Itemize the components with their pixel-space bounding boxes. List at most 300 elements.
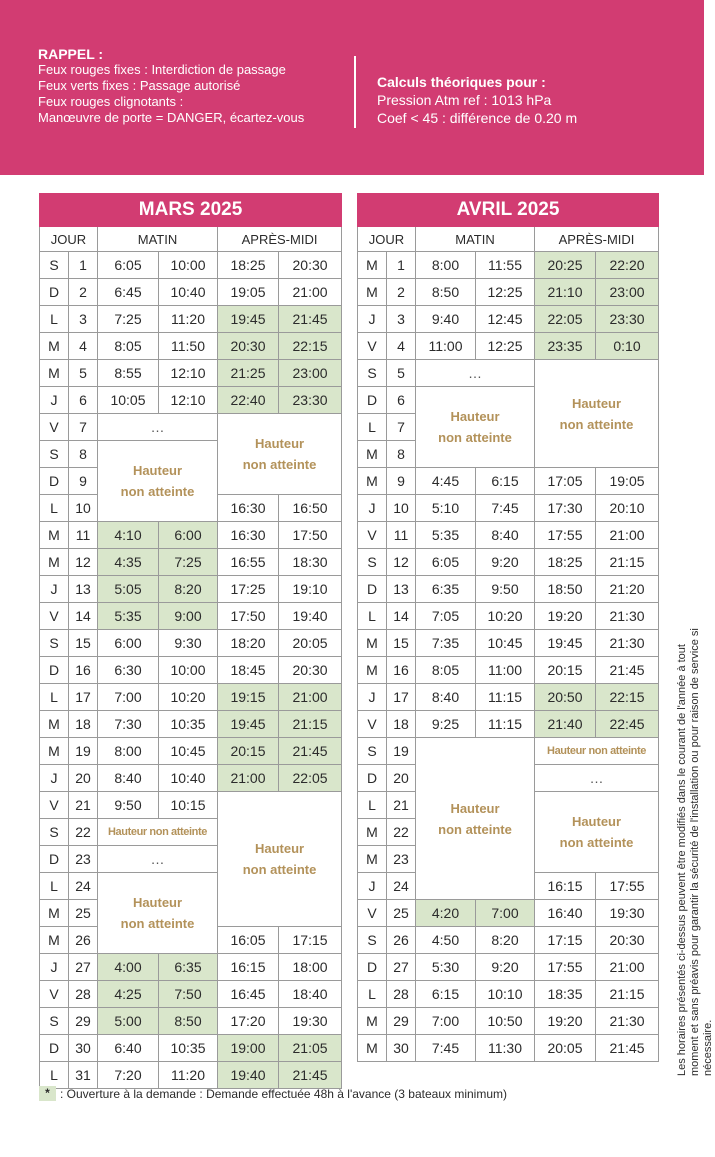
afternoon-time-cell: 16:05 <box>218 927 279 954</box>
day-cell: 25 <box>69 900 98 927</box>
header-row <box>358 227 659 252</box>
afternoon-time-cell: 19:20 <box>535 1008 596 1035</box>
afternoon-time-cell: 22:05 <box>535 306 596 333</box>
morning-time-cell: 11:00 <box>476 657 535 684</box>
day-cell: 21 <box>387 792 416 819</box>
col-header-jour: JOUR <box>40 227 98 252</box>
hauteur-line: non atteinte <box>242 862 317 877</box>
afternoon-time-cell: 16:15 <box>535 873 596 900</box>
afternoon-time-cell: 16:30 <box>218 522 279 549</box>
afternoon-time-cell: 21:00 <box>279 279 342 306</box>
afternoon-time-cell: 16:15 <box>218 954 279 981</box>
afternoon-time-cell: 19:45 <box>535 630 596 657</box>
weekday-cell: M <box>358 630 387 657</box>
morning-time-cell: 6:15 <box>476 468 535 495</box>
afternoon-time-cell: 21:00 <box>596 954 659 981</box>
morning-time-cell: 12:25 <box>476 333 535 360</box>
morning-time-cell: 9:20 <box>476 549 535 576</box>
morning-time-cell: 5:30 <box>416 954 476 981</box>
table-row <box>40 765 342 792</box>
hauteur-line: non atteinte <box>242 457 317 472</box>
weekday-cell: D <box>358 765 387 792</box>
afternoon-hauteur-cell <box>535 360 659 468</box>
afternoon-time-cell: 23:00 <box>279 360 342 387</box>
morning-time-cell: 5:05 <box>98 576 159 603</box>
weekday-cell: M <box>358 1008 387 1035</box>
rappel-block <box>38 46 304 126</box>
table-row <box>40 603 342 630</box>
weekday-cell: V <box>358 900 387 927</box>
morning-time-cell: 6:30 <box>98 657 159 684</box>
afternoon-time-cell: 23:35 <box>535 333 596 360</box>
day-cell: 14 <box>387 603 416 630</box>
table-row <box>40 360 342 387</box>
afternoon-time-cell: 20:05 <box>279 630 342 657</box>
weekday-cell: L <box>40 684 69 711</box>
weekday-cell: S <box>40 1008 69 1035</box>
afternoon-time-cell: 20:50 <box>535 684 596 711</box>
morning-dots-cell: … <box>416 360 535 387</box>
morning-time-cell: 12:25 <box>476 279 535 306</box>
day-cell: 14 <box>69 603 98 630</box>
day-cell: 1 <box>387 252 416 279</box>
table-row <box>358 279 659 306</box>
day-cell: 16 <box>69 657 98 684</box>
morning-time-cell: 10:50 <box>476 1008 535 1035</box>
afternoon-time-cell: 22:45 <box>596 711 659 738</box>
day-cell: 17 <box>69 684 98 711</box>
morning-time-cell: 6:05 <box>416 549 476 576</box>
table-row <box>358 927 659 954</box>
table-row <box>40 576 342 603</box>
morning-dots-cell: … <box>98 414 218 441</box>
afternoon-time-cell: 21:45 <box>279 738 342 765</box>
month-title: MARS 2025 <box>40 194 342 227</box>
afternoon-hauteur-cell <box>535 792 659 873</box>
morning-time-cell: 9:40 <box>416 306 476 333</box>
day-cell: 26 <box>387 927 416 954</box>
morning-time-cell: 9:30 <box>159 630 218 657</box>
morning-time-cell: 8:50 <box>416 279 476 306</box>
morning-time-cell: 7:45 <box>416 1035 476 1062</box>
hauteur-line: Hauteur <box>132 895 183 910</box>
day-cell: 29 <box>387 1008 416 1035</box>
afternoon-time-cell: 23:30 <box>596 306 659 333</box>
afternoon-time-cell: 20:30 <box>596 927 659 954</box>
hauteur-line: non atteinte <box>559 835 634 850</box>
weekday-cell: M <box>40 360 69 387</box>
afternoon-time-cell: 21:00 <box>596 522 659 549</box>
morning-time-cell: 7:45 <box>476 495 535 522</box>
afternoon-time-cell: 18:45 <box>218 657 279 684</box>
morning-time-cell: 9:20 <box>476 954 535 981</box>
table-row <box>40 981 342 1008</box>
table-row <box>358 738 659 765</box>
afternoon-time-cell: 19:30 <box>279 1008 342 1035</box>
table-row <box>358 468 659 495</box>
weekday-cell: V <box>358 522 387 549</box>
day-cell: 2 <box>69 279 98 306</box>
day-cell: 2 <box>387 279 416 306</box>
table-row <box>358 252 659 279</box>
col-header-matin: MATIN <box>416 227 535 252</box>
weekday-cell: V <box>40 981 69 1008</box>
calc-line: Coef < 45 : différence de 0.20 m <box>377 110 578 126</box>
title-row <box>358 194 659 227</box>
weekday-cell: L <box>358 981 387 1008</box>
morning-time-cell: 8:40 <box>416 684 476 711</box>
day-cell: 27 <box>69 954 98 981</box>
weekday-cell: D <box>358 387 387 414</box>
morning-time-cell: 9:00 <box>159 603 218 630</box>
afternoon-time-cell: 20:30 <box>279 657 342 684</box>
table-row <box>358 1035 659 1062</box>
green-swatch: * <box>39 1086 56 1101</box>
morning-time-cell: 10:45 <box>476 630 535 657</box>
morning-dots-cell: … <box>98 846 218 873</box>
day-cell: 25 <box>387 900 416 927</box>
morning-time-cell: 7:50 <box>159 981 218 1008</box>
morning-time-cell: 11:00 <box>416 333 476 360</box>
day-cell: 6 <box>69 387 98 414</box>
calc-title: Calculs théoriques pour : <box>377 74 546 90</box>
morning-time-cell: 6:35 <box>416 576 476 603</box>
afternoon-time-cell: 21:40 <box>535 711 596 738</box>
day-cell: 11 <box>69 522 98 549</box>
weekday-cell: V <box>358 333 387 360</box>
rappel-line: Feux verts fixes : Passage autorisé <box>38 78 241 93</box>
mars-table <box>39 193 342 1089</box>
avril-table <box>357 193 659 1062</box>
afternoon-time-cell: 18:25 <box>218 252 279 279</box>
afternoon-time-cell: 21:05 <box>279 1035 342 1062</box>
weekday-cell: D <box>358 954 387 981</box>
weekday-cell: M <box>358 657 387 684</box>
day-cell: 31 <box>69 1062 98 1089</box>
day-cell: 7 <box>387 414 416 441</box>
day-cell: 18 <box>69 711 98 738</box>
afternoon-time-cell: 21:30 <box>596 603 659 630</box>
day-cell: 10 <box>69 495 98 522</box>
afternoon-time-cell: 19:05 <box>596 468 659 495</box>
weekday-cell: S <box>358 927 387 954</box>
weekday-cell: D <box>40 846 69 873</box>
afternoon-time-cell: 19:45 <box>218 306 279 333</box>
afternoon-time-cell: 22:15 <box>596 684 659 711</box>
morning-time-cell: 10:45 <box>159 738 218 765</box>
morning-time-cell: 8:00 <box>416 252 476 279</box>
day-cell: 1 <box>69 252 98 279</box>
morning-time-cell: 10:20 <box>159 684 218 711</box>
day-cell: 13 <box>69 576 98 603</box>
afternoon-time-cell: 21:45 <box>279 306 342 333</box>
table-row <box>358 306 659 333</box>
weekday-cell: L <box>358 603 387 630</box>
title-row <box>40 194 342 227</box>
weekday-cell: M <box>358 252 387 279</box>
day-cell: 20 <box>69 765 98 792</box>
day-cell: 28 <box>69 981 98 1008</box>
table-row <box>40 549 342 576</box>
day-cell: 7 <box>69 414 98 441</box>
hauteur-line: non atteinte <box>120 916 195 931</box>
day-cell: 4 <box>69 333 98 360</box>
table-row <box>358 360 659 387</box>
day-cell: 11 <box>387 522 416 549</box>
weekday-cell: L <box>358 792 387 819</box>
weekday-cell: L <box>40 495 69 522</box>
morning-time-cell: 6:35 <box>159 954 218 981</box>
day-cell: 9 <box>69 468 98 495</box>
afternoon-time-cell: 20:15 <box>535 657 596 684</box>
day-cell: 12 <box>69 549 98 576</box>
morning-time-cell: 11:50 <box>159 333 218 360</box>
table-row <box>40 522 342 549</box>
day-cell: 8 <box>69 441 98 468</box>
morning-hauteur-cell <box>416 387 535 468</box>
day-cell: 27 <box>387 954 416 981</box>
weekday-cell: J <box>40 387 69 414</box>
rappel-line: Feux rouges clignotants : <box>38 94 184 109</box>
day-cell: 22 <box>387 819 416 846</box>
morning-time-cell: 7:00 <box>476 900 535 927</box>
hauteur-line: non atteinte <box>438 821 512 837</box>
day-cell: 19 <box>69 738 98 765</box>
morning-time-cell: 7:25 <box>98 306 159 333</box>
afternoon-time-cell: 21:15 <box>279 711 342 738</box>
hauteur-line: Hauteur <box>254 436 305 451</box>
col-header-jour: JOUR <box>358 227 416 252</box>
rappel-line: Manœuvre de porte = DANGER, écartez-vous <box>38 110 305 125</box>
morning-time-cell: 6:00 <box>98 630 159 657</box>
table-row <box>40 333 342 360</box>
footnote-text: : Ouverture à la demande : Demande effectuée 48h à l'avance (3 bateaux minimum) <box>60 1086 507 1101</box>
table-row <box>40 630 342 657</box>
morning-time-cell: 6:05 <box>98 252 159 279</box>
morning-time-cell: 7:25 <box>159 549 218 576</box>
morning-time-cell: 10:20 <box>476 603 535 630</box>
weekday-cell: M <box>40 711 69 738</box>
weekday-cell: M <box>358 819 387 846</box>
morning-time-cell: 10:00 <box>159 252 218 279</box>
afternoon-time-cell: 21:00 <box>279 684 342 711</box>
day-cell: 28 <box>387 981 416 1008</box>
morning-time-cell: 5:10 <box>416 495 476 522</box>
morning-time-cell: 10:35 <box>159 1035 218 1062</box>
afternoon-time-cell: 20:05 <box>535 1035 596 1062</box>
day-cell: 9 <box>387 468 416 495</box>
hauteur-line: Hauteur <box>132 463 183 478</box>
table-row <box>358 684 659 711</box>
day-cell: 29 <box>69 1008 98 1035</box>
weekday-cell: S <box>40 441 69 468</box>
rappel-line: Feux rouges fixes : Interdiction de passage <box>38 62 286 77</box>
calc-line: Pression Atm ref : 1013 hPa <box>377 92 552 108</box>
weekday-cell: M <box>40 333 69 360</box>
weekday-cell: M <box>358 468 387 495</box>
afternoon-time-cell: 19:40 <box>279 603 342 630</box>
afternoon-time-cell: 21:45 <box>596 1035 659 1062</box>
weekday-cell: L <box>358 414 387 441</box>
table-row <box>40 252 342 279</box>
afternoon-time-cell: 21:15 <box>596 549 659 576</box>
weekday-cell: S <box>358 738 387 765</box>
afternoon-time-cell: 20:30 <box>218 333 279 360</box>
weekday-cell: S <box>40 252 69 279</box>
weekday-cell: D <box>40 468 69 495</box>
day-cell: 12 <box>387 549 416 576</box>
day-cell: 20 <box>387 765 416 792</box>
weekday-cell: J <box>358 873 387 900</box>
morning-hauteur-cell <box>416 738 535 900</box>
afternoon-time-cell: 20:25 <box>535 252 596 279</box>
afternoon-time-cell: 23:30 <box>279 387 342 414</box>
hauteur-line: non atteinte <box>559 416 634 432</box>
table-row <box>40 279 342 306</box>
table-row <box>40 954 342 981</box>
day-cell: 19 <box>387 738 416 765</box>
weekday-cell: M <box>40 738 69 765</box>
table-row <box>358 495 659 522</box>
afternoon-time-cell: 20:10 <box>596 495 659 522</box>
morning-time-cell: 10:40 <box>159 279 218 306</box>
afternoon-time-cell: 23:00 <box>596 279 659 306</box>
hauteur-line: non atteinte <box>120 484 195 499</box>
morning-time-cell: 4:35 <box>98 549 159 576</box>
weekday-cell: J <box>358 306 387 333</box>
day-cell: 26 <box>69 927 98 954</box>
afternoon-time-cell: 22:20 <box>596 252 659 279</box>
weekday-cell: S <box>40 630 69 657</box>
table-row <box>40 1062 342 1089</box>
morning-time-cell: 7:35 <box>416 630 476 657</box>
table-row <box>358 1008 659 1035</box>
weekday-cell: M <box>358 441 387 468</box>
afternoon-time-cell: 18:50 <box>535 576 596 603</box>
afternoon-time-cell: 19:20 <box>535 603 596 630</box>
afternoon-time-cell: 18:30 <box>279 549 342 576</box>
morning-time-cell: 4:50 <box>416 927 476 954</box>
afternoon-time-cell: 21:15 <box>596 981 659 1008</box>
day-cell: 10 <box>387 495 416 522</box>
day-cell: 17 <box>387 684 416 711</box>
morning-time-cell: 7:00 <box>416 1008 476 1035</box>
day-cell: 23 <box>387 846 416 873</box>
morning-time-cell: 4:45 <box>416 468 476 495</box>
morning-time-cell: 11:20 <box>159 1062 218 1089</box>
morning-time-cell: 8:40 <box>476 522 535 549</box>
weekday-cell: M <box>40 900 69 927</box>
morning-time-cell: 7:30 <box>98 711 159 738</box>
morning-time-cell: 5:35 <box>98 603 159 630</box>
footnote <box>39 1086 507 1101</box>
weekday-cell: D <box>358 576 387 603</box>
afternoon-time-cell: 22:05 <box>279 765 342 792</box>
calc-block <box>377 73 577 127</box>
afternoon-time-cell: 17:55 <box>535 522 596 549</box>
weekday-cell: V <box>40 603 69 630</box>
weekday-cell: D <box>40 1035 69 1062</box>
morning-time-cell: 4:00 <box>98 954 159 981</box>
weekday-cell: S <box>358 549 387 576</box>
afternoon-time-cell: 22:40 <box>218 387 279 414</box>
afternoon-time-cell: 17:55 <box>535 954 596 981</box>
table-row <box>40 792 342 819</box>
table-row <box>358 981 659 1008</box>
day-cell: 8 <box>387 441 416 468</box>
header-banner <box>0 0 704 175</box>
col-header-apres-midi: APRÈS-MIDI <box>218 227 342 252</box>
table-row <box>40 387 342 414</box>
table-row <box>40 684 342 711</box>
hauteur-line: Hauteur <box>571 814 622 829</box>
rappel-title: RAPPEL : <box>38 46 104 62</box>
morning-hauteur-cell <box>98 873 218 954</box>
table-row <box>358 630 659 657</box>
afternoon-time-cell: 18:00 <box>279 954 342 981</box>
weekday-cell: J <box>358 684 387 711</box>
afternoon-time-cell: 20:30 <box>279 252 342 279</box>
morning-time-cell: 11:15 <box>476 684 535 711</box>
morning-time-cell: 10:10 <box>476 981 535 1008</box>
day-cell: 6 <box>387 387 416 414</box>
weekday-cell: S <box>40 819 69 846</box>
day-cell: 30 <box>387 1035 416 1062</box>
morning-time-cell: 7:05 <box>416 603 476 630</box>
afternoon-time-cell: 18:40 <box>279 981 342 1008</box>
table-row <box>358 954 659 981</box>
weekday-cell: L <box>40 1062 69 1089</box>
afternoon-time-cell: 19:05 <box>218 279 279 306</box>
afternoon-time-cell: 19:40 <box>218 1062 279 1089</box>
afternoon-time-cell: 21:00 <box>218 765 279 792</box>
weekday-cell: J <box>40 576 69 603</box>
day-cell: 13 <box>387 576 416 603</box>
hauteur-line: non atteinte <box>438 430 512 445</box>
weekday-cell: V <box>40 414 69 441</box>
weekday-cell: J <box>40 954 69 981</box>
day-cell: 15 <box>69 630 98 657</box>
morning-time-cell: 6:40 <box>98 1035 159 1062</box>
morning-time-cell: 4:20 <box>416 900 476 927</box>
weekday-cell: V <box>40 792 69 819</box>
afternoon-time-cell: 16:40 <box>535 900 596 927</box>
table-row <box>358 711 659 738</box>
col-header-matin: MATIN <box>98 227 218 252</box>
afternoon-time-cell: 21:25 <box>218 360 279 387</box>
morning-time-cell: 6:00 <box>159 522 218 549</box>
table-row <box>40 738 342 765</box>
table-row <box>358 900 659 927</box>
afternoon-time-cell: 19:45 <box>218 711 279 738</box>
table-row <box>40 657 342 684</box>
weekday-cell: L <box>40 306 69 333</box>
weekday-cell: S <box>358 360 387 387</box>
morning-time-cell: 10:05 <box>98 387 159 414</box>
afternoon-dots-cell: … <box>535 765 659 792</box>
afternoon-time-cell: 19:00 <box>218 1035 279 1062</box>
weekday-cell: M <box>40 522 69 549</box>
header-row <box>40 227 342 252</box>
weekday-cell: L <box>40 873 69 900</box>
afternoon-time-cell: 16:30 <box>218 495 279 522</box>
afternoon-time-cell: 21:10 <box>535 279 596 306</box>
afternoon-time-cell: 17:15 <box>535 927 596 954</box>
day-cell: 3 <box>69 306 98 333</box>
afternoon-hauteur-small-cell: Hauteur non atteinte <box>535 738 659 765</box>
day-cell: 3 <box>387 306 416 333</box>
weekday-cell: J <box>358 495 387 522</box>
